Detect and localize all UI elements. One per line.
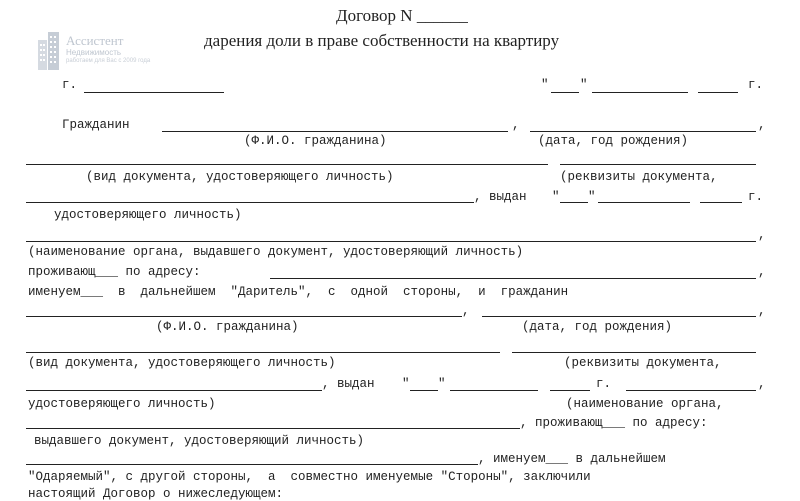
last-line: настоящий Договор о нижеследующем:: [28, 487, 284, 501]
named-donor-line: именуем___ в дальнейшем "Даритель", с одной стороны, и гражданин: [28, 285, 569, 299]
date-day-field[interactable]: [551, 92, 579, 93]
id-doc-hint: (вид документа, удостоверяющего личность): [28, 356, 336, 370]
donor-id-doc-field[interactable]: [26, 164, 548, 165]
document-title: Договор N ______: [336, 6, 468, 25]
issuer-hint: (наименование органа, выдавшего документ, удостоверяющий личность): [28, 245, 524, 259]
id-doc-hint: (вид документа, удостоверяющего личность): [86, 170, 394, 184]
logo-tagline: работаем для Вас с 2009 года: [66, 58, 151, 64]
issued-quote-close: ": [588, 190, 596, 204]
recipient-address-field[interactable]: [26, 464, 478, 465]
recipient-id-number-field[interactable]: [26, 390, 322, 391]
date-month-field[interactable]: [592, 92, 688, 93]
address-label: проживающ___ по адресу:: [28, 265, 201, 279]
city-prefix: г.: [62, 78, 78, 92]
recipient-issued-day-field[interactable]: [410, 390, 438, 391]
comma: ,: [758, 118, 766, 132]
issued-month-field[interactable]: [598, 202, 690, 203]
donor-birth-field[interactable]: [530, 131, 756, 132]
comma: ,: [462, 304, 470, 318]
issued-label: , выдан: [474, 190, 527, 204]
document-subtitle: дарения доли в праве собственности на квартиру: [204, 31, 560, 50]
residing-label: , проживающ___ по адресу:: [520, 416, 708, 430]
donor-issuer-field[interactable]: [26, 241, 756, 242]
issued-quote-close: ": [438, 377, 446, 391]
fio-hint: (Ф.И.О. гражданина): [244, 134, 387, 148]
issued-year-suffix: г.: [748, 190, 764, 204]
issued-quote-open: ": [402, 377, 410, 391]
birth-hint: (дата, год рождения): [522, 320, 673, 334]
issuer-hint-part2: выдавшего документ, удостоверяющий личность): [34, 434, 365, 448]
comma: ,: [512, 118, 520, 132]
donor-id-req-field[interactable]: [560, 164, 756, 165]
id-req-hint-cont: удостоверяющего личность): [54, 208, 242, 222]
comma: ,: [758, 377, 766, 391]
logo-name: Ассистент: [66, 33, 124, 48]
comma: ,: [758, 265, 766, 279]
issued-year-field[interactable]: [700, 202, 742, 203]
recipient-issued-year-field[interactable]: [550, 390, 590, 391]
issued-day-field[interactable]: [560, 202, 588, 203]
citizen-label: Гражданин: [62, 118, 130, 132]
id-req-hint-cont: удостоверяющего личность): [28, 397, 216, 411]
year-suffix: г.: [748, 78, 764, 92]
donor-address-field[interactable]: [270, 278, 756, 279]
building-icon: [36, 30, 62, 70]
recipient-id-req-cont-field[interactable]: [626, 390, 756, 391]
date-year-field[interactable]: [698, 92, 738, 93]
recipient-issuer-field[interactable]: [26, 428, 520, 429]
issued-label: , выдан: [322, 377, 375, 391]
recipient-id-doc-field[interactable]: [26, 352, 500, 353]
fio-hint: (Ф.И.О. гражданина): [156, 320, 299, 334]
comma: ,: [758, 304, 766, 318]
issuer-hint-part1: (наименование органа,: [566, 397, 724, 411]
recipient-id-req-field[interactable]: [512, 352, 756, 353]
issued-quote-open: ": [552, 190, 560, 204]
id-req-hint: (реквизиты документа,: [564, 356, 722, 370]
logo-subtitle: Недвижимость: [66, 48, 122, 57]
recipient-birth-field[interactable]: [482, 316, 756, 317]
city-field[interactable]: [84, 92, 224, 93]
recipient-fio-field[interactable]: [26, 316, 462, 317]
issued-year-suffix: г.: [596, 377, 612, 391]
closing-line: "Одаряемый", с другой стороны, а совместно именуемые "Стороны", заключили: [28, 470, 591, 484]
comma: ,: [758, 228, 766, 242]
donor-id-number-field[interactable]: [26, 202, 474, 203]
date-quote-close: ": [580, 78, 588, 92]
donor-fio-field[interactable]: [162, 131, 508, 132]
date-quote-open: ": [541, 78, 549, 92]
birth-hint: (дата, год рождения): [538, 134, 689, 148]
id-req-hint: (реквизиты документа,: [560, 170, 718, 184]
recipient-issued-month-field[interactable]: [450, 390, 538, 391]
logo: [36, 26, 166, 74]
named-recipient-label: , именуем___ в дальнейшем: [478, 452, 666, 466]
